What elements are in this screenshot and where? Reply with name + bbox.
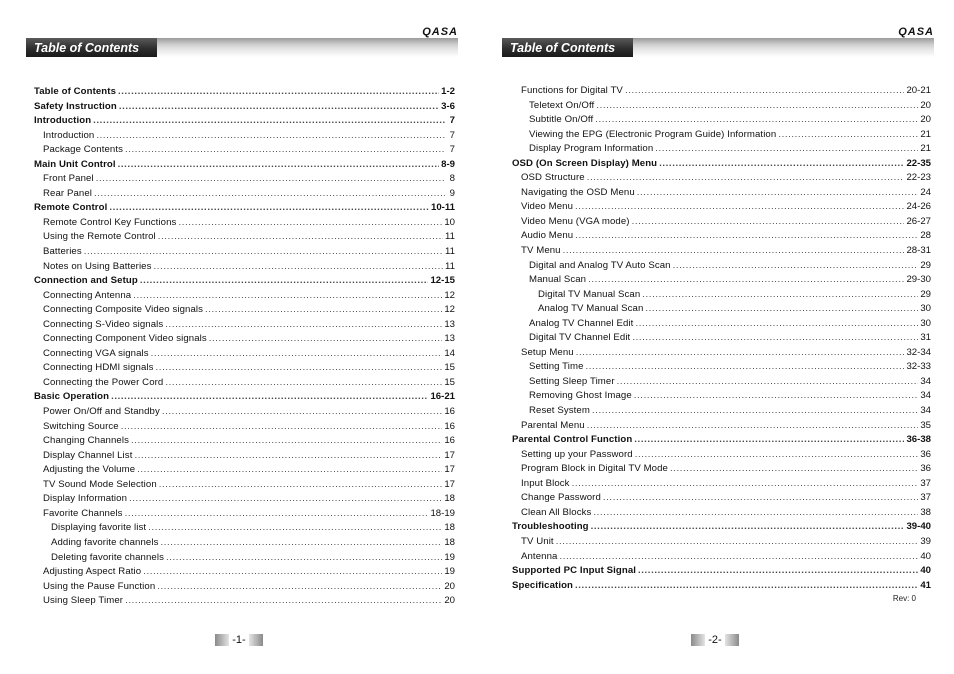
toc-entry-page: 39 [920,535,931,547]
dot-leader [162,406,442,417]
toc-entry[interactable] [34,479,455,494]
dot-leader [588,274,904,285]
toc-entry-page: 34 [920,375,931,387]
toc-entry-title: Digital TV Manual Scan [538,288,641,300]
toc-entry-title: Changing Channels [43,435,129,447]
toc-entry-title: Audio Menu [521,230,574,242]
toc-entry[interactable] [34,377,455,392]
toc-entry-title: Remote Control [34,202,108,214]
toc-entry-page: 18 [444,493,455,505]
toc-entry-title: Functions for Digital TV [521,85,623,96]
toc-entry-page: 21 [920,143,931,155]
dot-leader [125,508,429,519]
dot-leader [133,290,442,301]
toc-entry-page: 14 [444,347,455,359]
toc-entry[interactable] [512,129,931,144]
toc-entry-page: 10-11 [430,202,455,214]
dot-leader [154,261,444,272]
toc-entry[interactable] [34,333,455,348]
toc-entry-title: Notes on Using Batteries [43,260,152,272]
toc-entry[interactable] [34,450,455,465]
toc-entry-page: 34 [920,390,931,402]
toc-entry[interactable] [34,217,455,232]
toc-list-right [512,85,931,594]
toc-entry-page: 15 [444,362,455,374]
dot-leader [572,478,919,489]
toc-entry[interactable] [512,332,931,347]
toc-entry-title: Basic Operation [34,391,110,403]
toc-entry-title: Rear Panel [43,187,92,199]
toc-entry-title: Connecting HDMI signals [43,362,154,374]
toc-entry[interactable] [512,347,931,362]
toc-entry[interactable] [512,390,931,405]
dot-leader [659,158,904,169]
dot-leader [93,115,445,126]
toc-entry-page: 20 [920,99,931,111]
toc-entry[interactable] [34,261,455,276]
dot-leader [575,201,904,212]
toc-entry[interactable] [512,565,931,580]
toc-entry[interactable] [512,580,931,595]
toc-entry[interactable] [512,143,931,158]
toc-entry[interactable] [512,85,931,100]
dot-leader [111,391,428,402]
toc-entry-title: Batteries [43,246,82,258]
toc-entry-page: 12 [444,289,455,301]
toc-entry[interactable] [512,434,931,449]
toc-entry-page: 30 [920,317,931,329]
dot-leader [673,260,919,271]
toc-entry-page: 20 [920,114,931,126]
toc-entry-page: 19 [444,551,455,563]
toc-entry-page: 16 [444,406,455,418]
dot-leader [165,319,442,330]
toc-entry-title: Clean All Blocks [521,506,592,518]
toc-entry-title: Package Contents [43,144,123,156]
toc-entry[interactable] [512,260,931,275]
toc-entry-page: 34 [920,405,931,417]
toc-entry-title: Switching Source [43,420,119,432]
toc-entry[interactable] [512,201,931,216]
toc-entry-title: Using the Remote Control [43,231,156,243]
dot-leader [603,492,918,503]
dot-leader [587,420,919,431]
toc-entry-page: 17 [444,464,455,476]
toc-entry-title: Connecting the Power Cord [43,376,164,388]
toc-entry-page: 16 [444,435,455,447]
dot-leader [576,347,905,358]
toc-entry-title: Program Block in Digital TV Mode [521,463,668,475]
dot-leader [205,304,442,315]
toc-entry-page: 11 [445,260,455,272]
toc-entry-page: 36-38 [906,434,931,446]
toc-entry-title: Display Information [43,493,128,505]
toc-entry-title: Analog TV Channel Edit [529,317,634,329]
dot-leader [575,580,918,591]
toc-entry[interactable] [512,172,931,187]
dot-leader [156,362,443,373]
toc-entry[interactable] [34,537,455,552]
toc-entry[interactable] [34,101,455,116]
dot-leader [165,377,442,388]
dot-leader [670,463,918,474]
dot-leader [96,130,445,141]
toc-entry[interactable] [34,406,455,421]
page-number [215,634,263,646]
toc-entry[interactable] [34,144,455,159]
toc-entry-page: 18 [444,522,455,534]
dot-leader [159,479,443,490]
toc-entry-page: 28 [920,230,931,242]
dot-leader [125,595,442,606]
toc-entry-page: 26-27 [906,215,931,227]
toc-entry-title: Adding favorite channels [51,536,159,548]
toc-entry[interactable] [512,536,931,551]
page-left [18,0,458,674]
toc-entry-page: 22-35 [906,157,931,169]
header-bar [26,38,458,57]
toc-entry-title: Reset System [529,405,590,417]
toc-entry-page: 20 [444,580,455,592]
dot-leader [134,450,442,461]
dot-leader [140,275,429,286]
dot-leader [125,144,445,155]
toc-entry-page: 32-34 [906,346,931,358]
dot-leader [166,552,442,563]
toc-entry-title: Parental Control Function [512,434,633,446]
dot-leader [632,332,918,343]
toc-entry-page: 39-40 [906,521,931,533]
toc-entry[interactable] [512,245,931,260]
dot-leader [638,565,918,576]
dot-leader [625,85,905,96]
toc-entry[interactable] [34,231,455,246]
toc-entry-page: 38 [920,506,931,518]
dot-leader [575,230,918,241]
dot-leader [209,333,443,344]
toc-entry-page: 3-6 [441,100,455,112]
toc-entry-title: Display Channel List [43,449,133,461]
toc-entry[interactable] [512,158,931,173]
toc-entry-title: Analog TV Manual Scan [538,303,644,315]
toc-entry-page: 13 [444,333,455,345]
page-right [494,0,934,674]
toc-entry-title: Display Program Information [529,143,654,155]
toc-entry-title: Main Unit Control [34,158,116,170]
toc-entry[interactable] [512,405,931,420]
dot-leader [151,348,443,359]
toc-entry-title: TV Menu [521,245,561,257]
toc-entry-title: Connecting Composite Video signals [43,304,204,316]
toc-entry-page: 35 [920,419,931,431]
toc-entry-page: 31 [920,332,931,344]
toc-entry-title: Input Block [521,477,570,489]
toc-entry-title: Digital TV Channel Edit [529,332,631,344]
toc-entry[interactable] [512,100,931,115]
toc-entry-title: Video Menu (VGA mode) [521,215,630,227]
toc-entry[interactable] [34,319,455,334]
toc-entry-title: Connecting Antenna [43,289,132,301]
toc-entry-page: 29 [920,259,931,271]
toc-entry[interactable] [512,492,931,507]
toc-entry[interactable] [34,173,455,188]
toc-entry[interactable] [512,187,931,202]
toc-entry-title: Supported PC Input Signal [512,565,637,577]
toc-entry[interactable] [512,318,931,333]
toc-entry-page: 12 [444,304,455,316]
page-number-label: -2- [708,634,722,646]
section-title: Table of Contents [502,38,633,57]
page-number-label: -1- [232,634,246,646]
toc-entry-page: 1-2 [441,86,455,97]
dot-leader [593,507,918,518]
dot-leader [655,143,918,154]
toc-entry-page: 30 [920,303,931,315]
dot-leader [635,318,918,329]
toc-entry[interactable] [512,478,931,493]
brand-logo: QASA [898,26,934,38]
dot-leader [632,216,905,227]
toc-entry[interactable] [34,348,455,363]
dot-leader [129,493,442,504]
dot-leader [595,114,918,125]
toc-entry[interactable] [512,216,931,231]
toc-entry[interactable] [34,421,455,436]
toc-entry[interactable] [34,464,455,479]
toc-entry-title: Adjusting the Volume [43,464,136,476]
dot-leader [137,464,442,475]
dot-leader [158,231,443,242]
section-title: Table of Contents [26,38,157,57]
toc-entry[interactable] [512,114,931,129]
dot-leader [121,421,443,432]
toc-entry[interactable] [34,362,455,377]
toc-entry-page: 40 [920,550,931,562]
toc-entry-page: 12-15 [430,275,455,287]
dot-leader [617,376,919,387]
toc-entry-page: 24 [920,186,931,198]
toc-entry[interactable] [34,435,455,450]
toc-entry-page: 16 [444,420,455,432]
toc-entry-page: 16-21 [430,391,455,403]
toc-entry-title: Setting Sleep Timer [529,375,615,387]
toc-entry[interactable] [34,522,455,537]
dot-leader [118,159,439,170]
toc-entry-page: 7 [449,129,455,141]
toc-entry-title: Viewing the EPG (Electronic Program Guide) Information [529,128,777,140]
dot-leader [592,405,918,416]
toc-entry-title: Introduction [34,115,92,127]
toc-entry[interactable] [512,303,931,318]
toc-entry-page: 7 [449,115,455,127]
toc-entry-page: 37 [920,492,931,504]
toc-entry-page: 22-23 [906,172,931,184]
toc-entry-page: 9 [449,187,455,199]
toc-entry[interactable] [34,202,455,217]
toc-entry-title: Troubleshooting [512,521,589,533]
toc-entry-title: Setting Time [529,361,584,373]
toc-entry-title: Antenna [521,550,558,562]
toc-entry-title: Specification [512,579,574,591]
toc-entry-title: Setup Menu [521,346,574,358]
header-bar [502,38,934,57]
toc-entry[interactable] [512,449,931,464]
toc-entry-title: Deleting favorite channels [51,551,164,563]
toc-entry[interactable] [34,493,455,508]
dot-leader [563,245,905,256]
toc-entry-title: Power On/Off and Standby [43,406,160,418]
toc-entry[interactable] [512,230,931,245]
toc-entry-title: Subtitle On/Off [529,114,594,126]
toc-entry-title: Setting up your Password [521,448,633,460]
toc-entry-page: 21 [920,128,931,140]
revision-label: Rev: 0 [892,594,916,603]
toc-entry-title: OSD (On Screen Display) Menu [512,157,658,169]
toc-entry[interactable] [34,304,455,319]
toc-entry[interactable] [512,521,931,536]
dot-leader [109,202,429,213]
toc-entry[interactable] [34,86,455,101]
toc-entry-page: 10 [444,216,455,228]
toc-entry-page: 15 [444,376,455,388]
dot-leader [634,390,919,401]
dot-leader [178,217,442,228]
toc-entry-title: Using Sleep Timer [43,595,124,607]
toc-entry-title: Using the Pause Function [43,580,156,592]
toc-entry[interactable] [34,188,455,203]
dot-leader [778,129,918,140]
dot-leader [143,566,442,577]
toc-entry-title: Safety Instruction [34,100,117,112]
dot-leader [119,101,439,112]
dot-leader [556,536,919,547]
toc-entry-title: Introduction [43,129,95,141]
toc-entry-title: Parental Menu [521,419,585,431]
toc-entry[interactable] [34,552,455,567]
toc-entry-title: Adjusting Aspect Ratio [43,566,142,578]
toc-entry-title: Displaying favorite list [51,522,147,534]
toc-list-left [34,86,455,610]
dot-leader [587,172,905,183]
toc-entry-title: Favorite Channels [43,507,123,519]
toc-entry-title: TV Unit [521,535,554,547]
toc-entry-page: 37 [920,477,931,489]
toc-entry-page: 41 [920,579,931,591]
dot-leader [634,434,904,445]
dot-leader [94,188,445,199]
toc-entry[interactable] [34,391,455,406]
toc-entry-page: 40 [920,565,931,577]
toc-entry-title: TV Sound Mode Selection [43,478,157,490]
toc-entry[interactable] [34,275,455,290]
dot-leader [586,361,905,372]
toc-entry[interactable] [512,376,931,391]
toc-entry-page: 8 [449,173,455,185]
dot-leader [591,521,905,532]
toc-entry-title: Remote Control Key Functions [43,216,177,228]
toc-entry-title: Connecting S-Video signals [43,318,164,330]
toc-entry[interactable] [512,420,931,435]
toc-entry[interactable] [34,246,455,261]
toc-entry-page: 8-9 [441,158,455,170]
toc-entry[interactable] [512,507,931,522]
toc-entry-page: 28-31 [906,245,931,257]
toc-entry-title: Change Password [521,492,601,504]
toc-entry-page: 13 [444,318,455,330]
toc-entry[interactable] [512,463,931,478]
toc-entry-page: 29 [920,288,931,300]
dot-leader [96,173,445,184]
toc-entry-title: Connection and Setup [34,275,138,287]
toc-entry-page: 20 [444,595,455,607]
toc-entry[interactable] [34,508,455,523]
toc-entry[interactable] [34,115,455,130]
dot-leader [645,303,918,314]
toc-entry[interactable] [34,566,455,581]
dot-leader [157,581,442,592]
toc-entry-page: 18-19 [430,507,455,519]
toc-entry[interactable] [34,130,455,145]
toc-entry[interactable] [512,551,931,566]
toc-entry[interactable] [34,290,455,305]
dot-leader [637,187,919,198]
toc-entry-title: Connecting VGA signals [43,347,149,359]
dot-leader [596,100,918,111]
toc-entry[interactable] [512,289,931,304]
toc-entry-page: 32-33 [906,361,931,373]
toc-entry-page: 11 [445,246,455,258]
toc-entry-page: 11 [445,231,455,243]
toc-entry[interactable] [512,361,931,376]
toc-entry-title: Front Panel [43,173,94,185]
toc-entry-page: 36 [920,448,931,460]
toc-entry-title: Digital and Analog TV Auto Scan [529,259,671,271]
toc-entry-title: Manual Scan [529,274,587,286]
toc-entry-page: 17 [444,478,455,490]
toc-entry-page: 29-30 [906,274,931,286]
dot-leader [160,537,442,548]
toc-entry-title: Removing Ghost Image [529,390,632,402]
brand-logo: QASA [422,26,458,38]
toc-entry-page: 20-21 [906,85,931,96]
toc-entry[interactable] [34,581,455,596]
dot-leader [148,522,442,533]
toc-entry-page: 18 [444,536,455,548]
toc-entry-page: 19 [444,566,455,578]
dot-leader [642,289,918,300]
toc-entry-title: Table of Contents [34,86,117,97]
dot-leader [118,86,439,97]
toc-entry-page: 7 [449,144,455,156]
dot-leader [559,551,918,562]
toc-entry-title: Teletext On/Off [529,99,595,111]
toc-entry-title: Connecting Component Video signals [43,333,207,345]
toc-entry-page: 24-26 [906,201,931,213]
toc-entry-title: OSD Structure [521,172,585,184]
page-number [691,634,739,646]
toc-entry[interactable] [34,159,455,174]
toc-entry-page: 17 [444,449,455,461]
toc-entry-title: Video Menu [521,201,574,213]
dot-leader [131,435,442,446]
dot-leader [84,246,443,257]
toc-entry[interactable] [34,595,455,610]
toc-entry[interactable] [512,274,931,289]
toc-entry-title: Navigating the OSD Menu [521,186,635,198]
toc-entry-page: 36 [920,463,931,475]
dot-leader [635,449,919,460]
